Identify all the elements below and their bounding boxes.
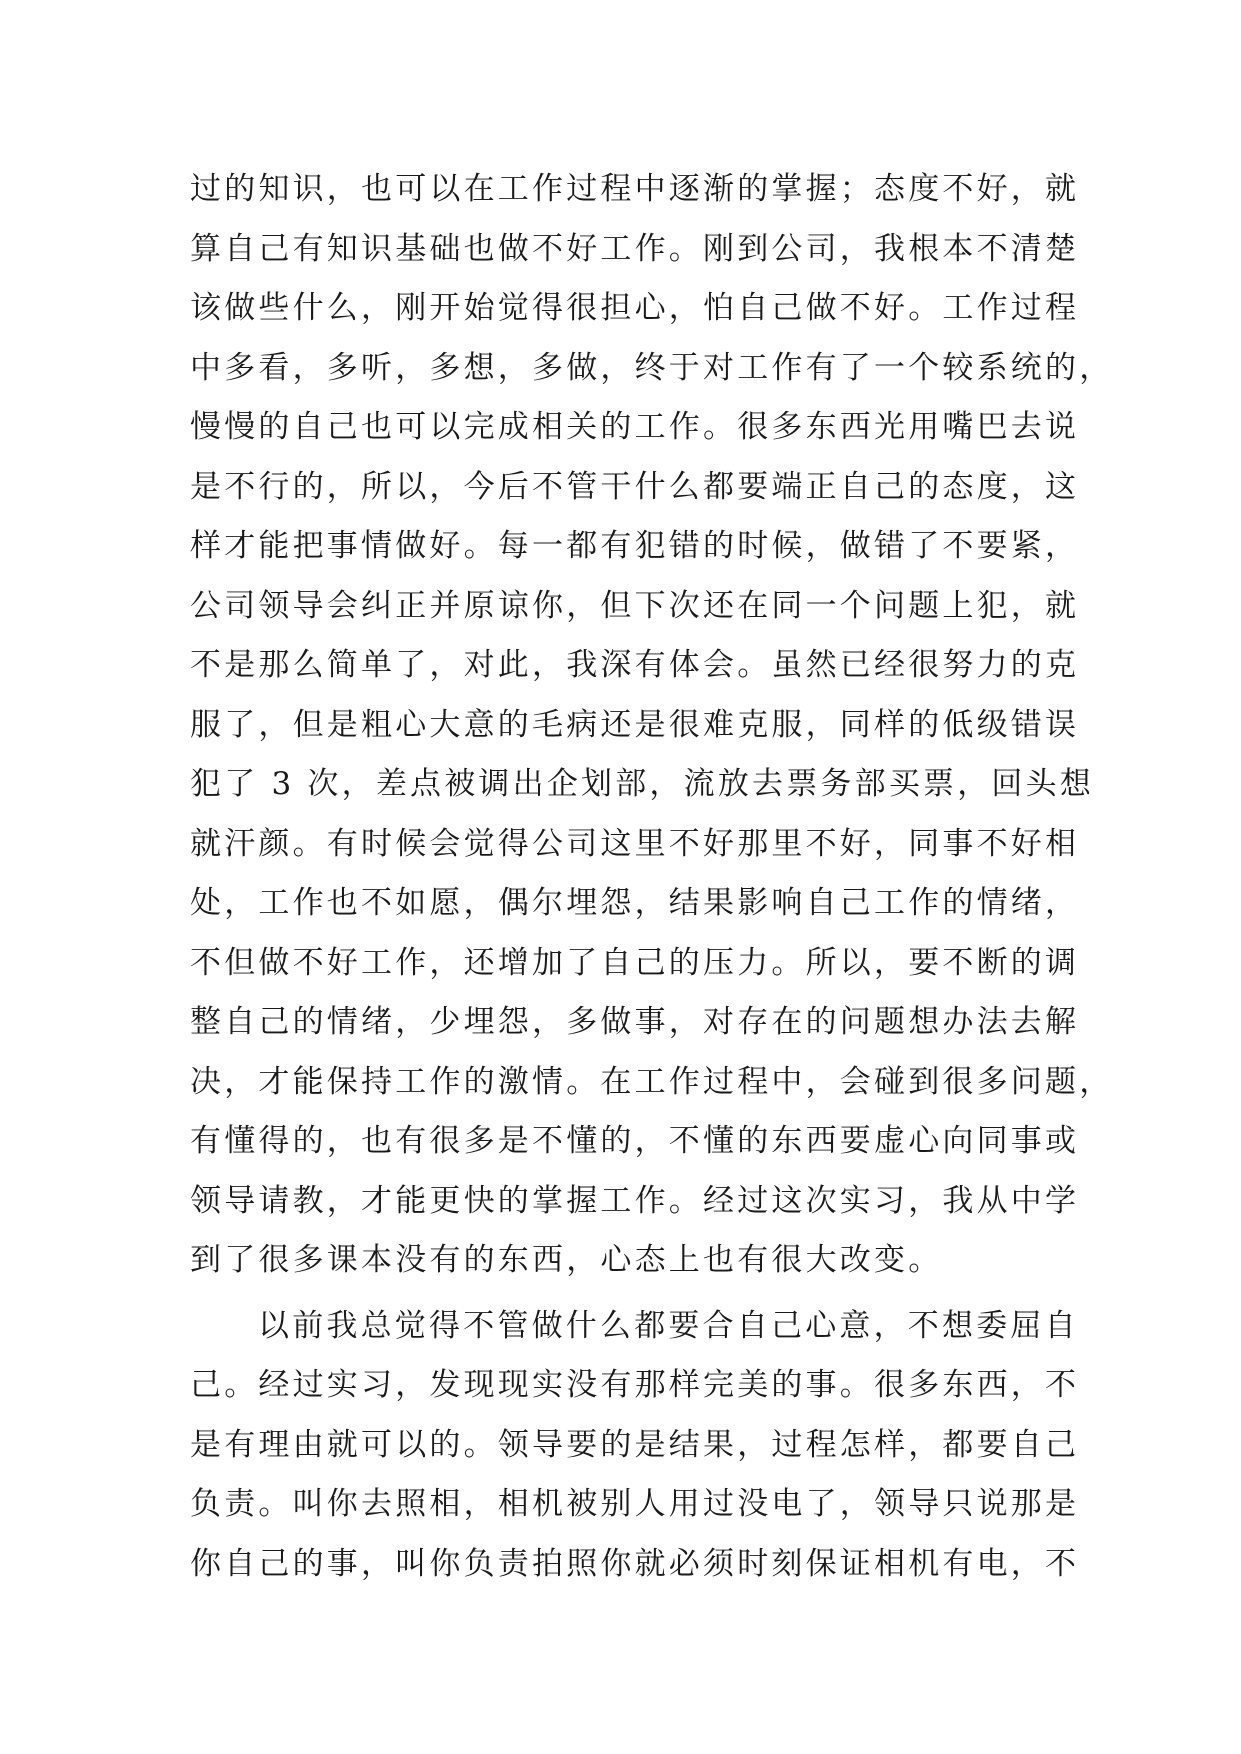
text-line: 慢慢的自己也可以完成相关的工作。很多东西光用嘴巴去说 <box>190 409 1080 445</box>
text-line: 不但做不好工作，还增加了自己的压力。所以，要不断的调 <box>190 944 1080 981</box>
text-line: 有懂得的，也有很多是不懂的，不懂的东西要虚心向同事或 <box>190 1123 1080 1159</box>
text-line: 是不行的，所以，今后不管干什么都要端正自己的态度，这 <box>190 468 1080 505</box>
text-line: 到了很多课本没有的东西，心态上也有很大改变。 <box>190 1242 943 1278</box>
text-line: 犯了 3 次，差点被调出企划部，流放去票务部买票，回头想 <box>190 766 1095 802</box>
text-line: 你自己的事，叫你负责拍照你就必须时刻保证相机有电，不 <box>190 1545 1080 1582</box>
text-line: 处，工作也不如愿，偶尔埋怨，结果影响自己工作的情绪， <box>190 885 1080 921</box>
text-line: 决，才能保持工作的激情。在工作过程中，会碰到很多问题， <box>190 1063 1114 1100</box>
paragraph-2 <box>190 1297 1080 1595</box>
text-line: 负责。叫你去照相，相机被别人用过没电了，领导只说那是 <box>190 1486 1080 1522</box>
text-line-indented: 以前我总觉得不管做什么都要合自己心意，不想委屈自 <box>258 1307 1079 1344</box>
text-line: 服了，但是粗心大意的毛病还是很难克服，同样的低级错误 <box>190 706 1080 743</box>
text-line: 样才能把事情做好。每一都有犯错的时候，做错了不要紧， <box>190 528 1080 564</box>
text-line: 该做些什么，刚开始觉得很担心，怕自己做不好。工作过程 <box>190 290 1080 326</box>
text-line: 公司领导会纠正并原谅你，但下次还在同一个问题上犯，就 <box>190 587 1080 624</box>
text-line: 过的知识，也可以在工作过程中逐渐的掌握；态度不好，就 <box>190 171 1080 207</box>
text-line: 就汗颜。有时候会觉得公司这里不好那里不好，同事不好相 <box>190 825 1080 862</box>
text-line: 己。经过实习，发现现实没有那样完美的事。很多东西，不 <box>190 1367 1080 1403</box>
text-line: 中多看，多听，多想，多做，终于对工作有了一个较系统的， <box>190 349 1114 386</box>
text-line: 是有理由就可以的。领导要的是结果，过程怎样，都要自己 <box>190 1426 1080 1463</box>
text-line: 算自己有知识基础也做不好工作。刚到公司，我根本不清楚 <box>190 230 1080 267</box>
text-line: 不是那么简单了，对此，我深有体会。虽然已经很努力的克 <box>190 647 1080 683</box>
paragraph-1 <box>190 160 1114 1291</box>
document-body <box>190 160 1114 1594</box>
text-line: 整自己的情绪，少埋怨，多做事，对存在的问题想办法去解 <box>190 1004 1080 1040</box>
text-line: 领导请教，才能更快的掌握工作。经过这次实习，我从中学 <box>190 1182 1080 1219</box>
